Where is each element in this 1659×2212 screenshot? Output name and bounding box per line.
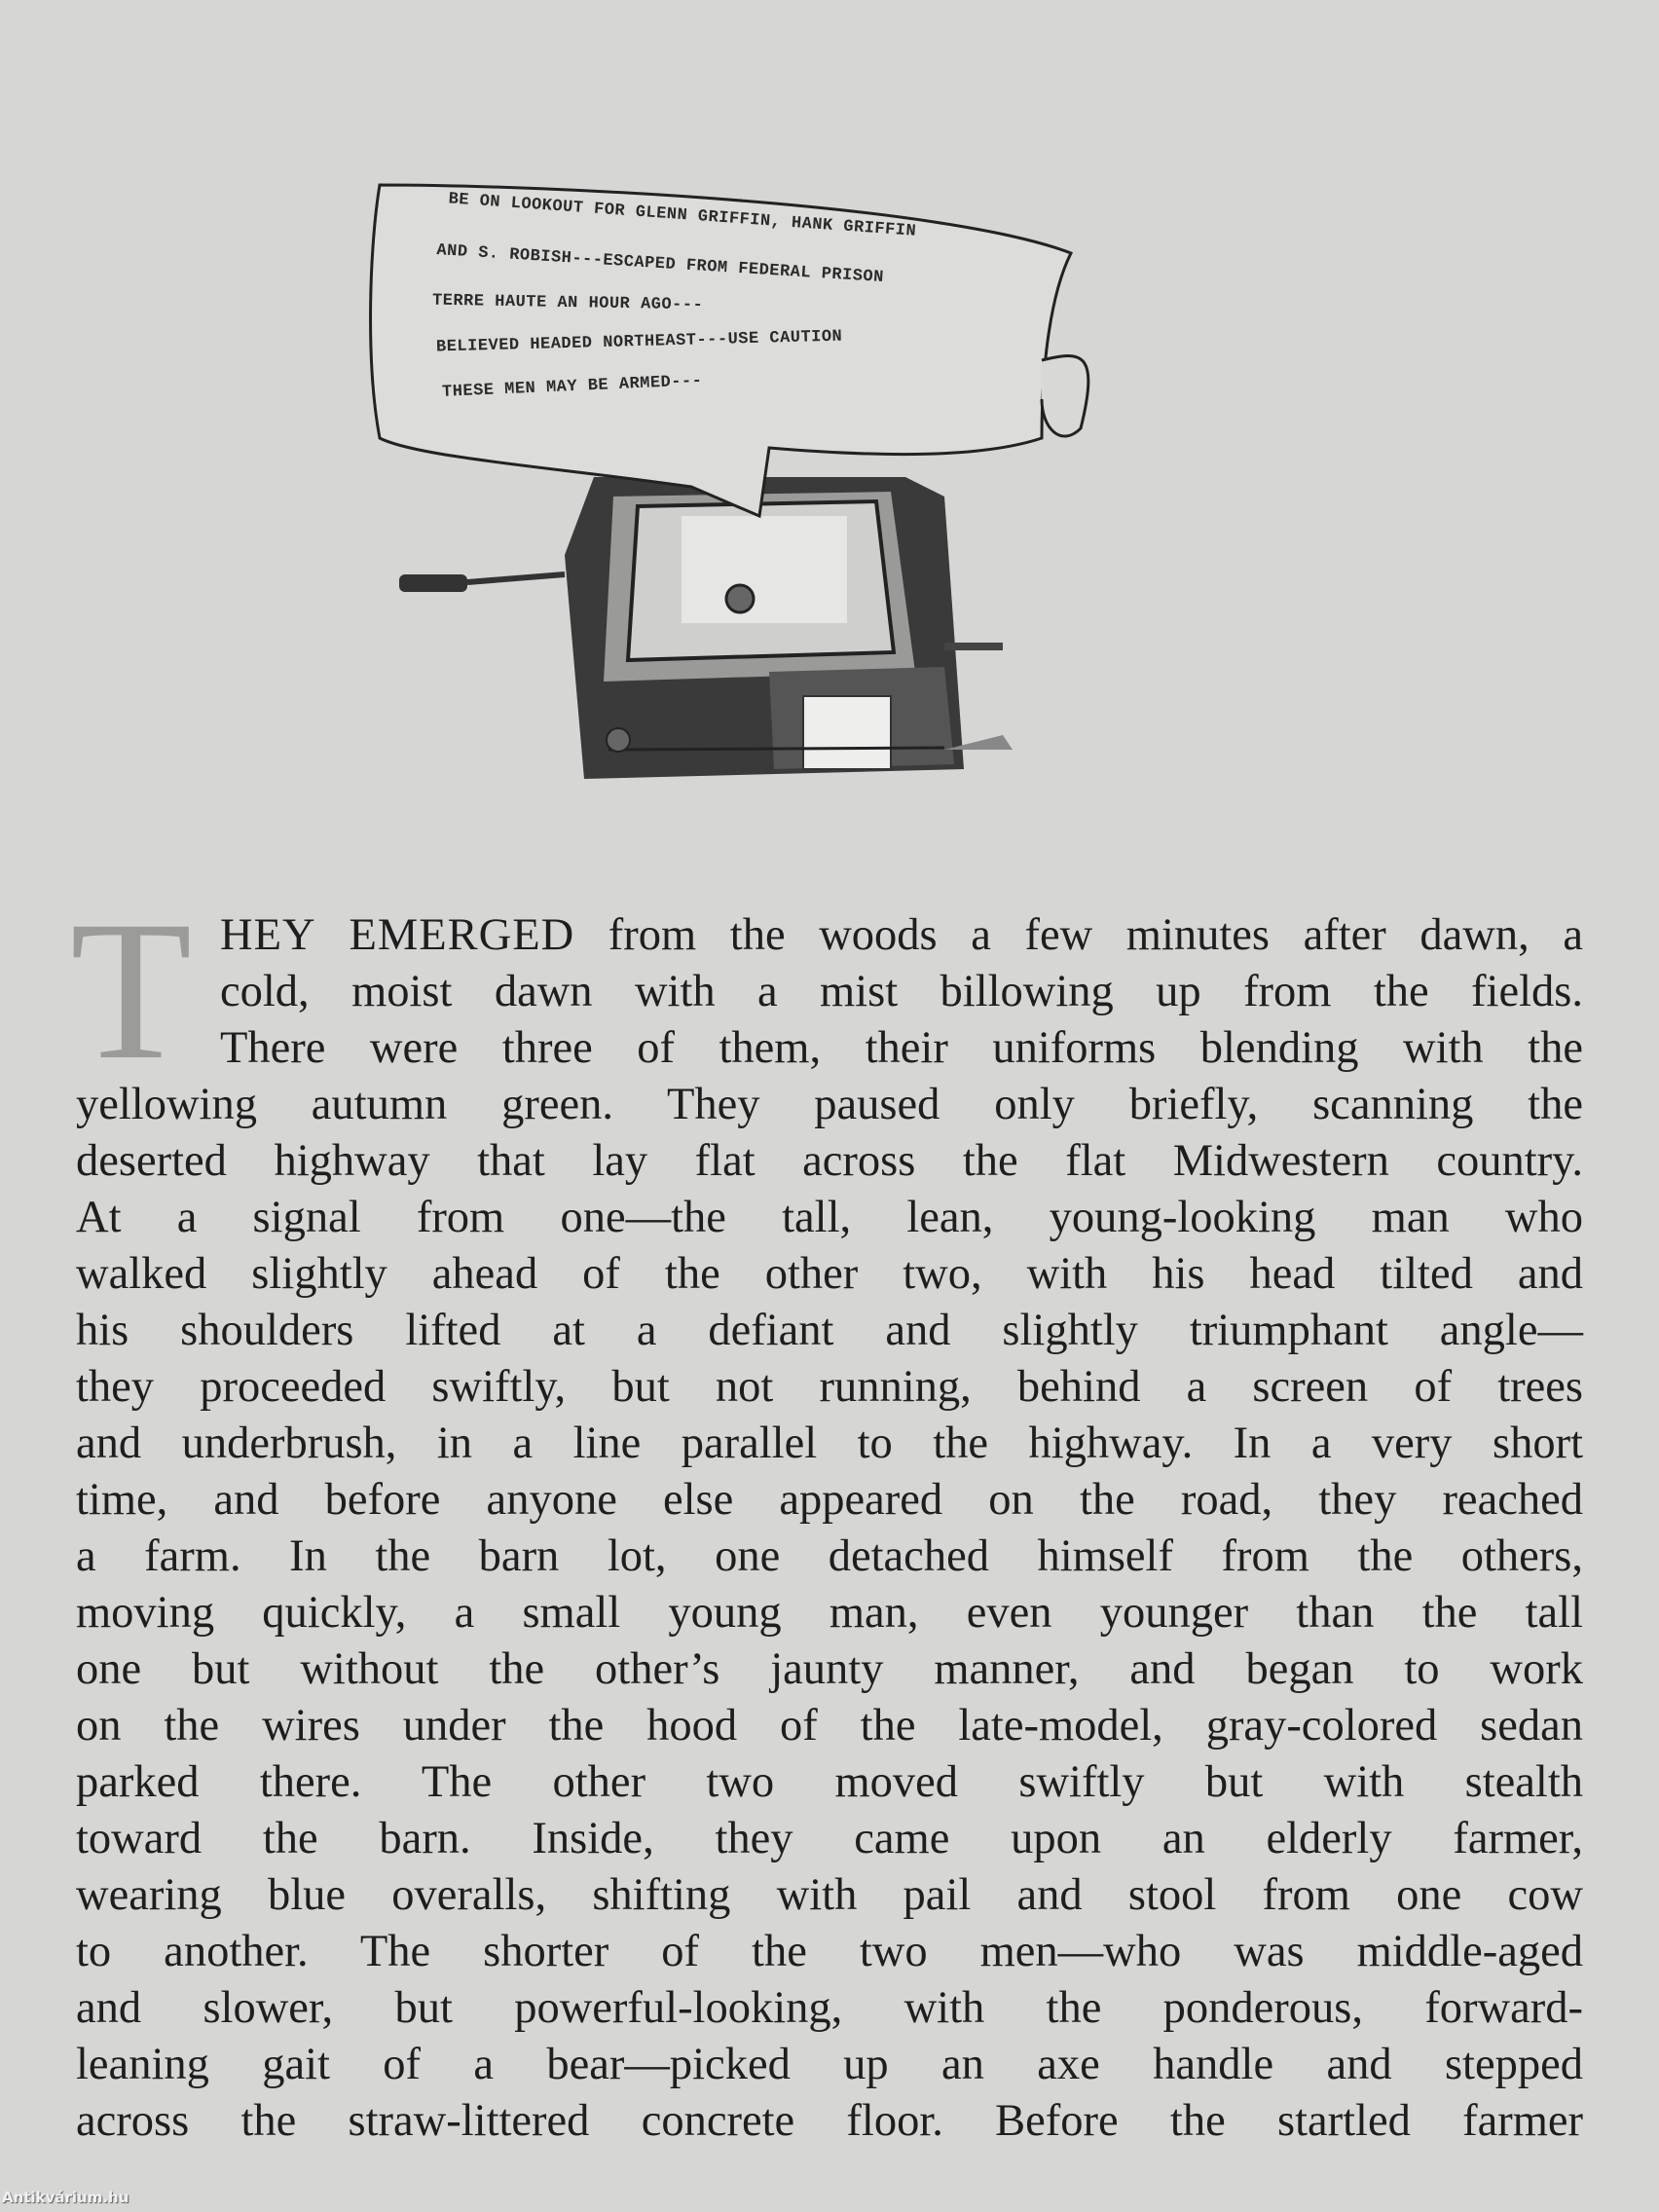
text-line: across the straw-littered concrete floor. Before the startled farmer	[76, 2096, 1583, 2146]
text-line: At a signal from one—the tall, lean, young-looking man who	[76, 1193, 1583, 1242]
drop-cap: T	[70, 880, 193, 1101]
text-line: yellowing autumn green. They paused only briefly, scanning the	[76, 1080, 1583, 1129]
text-line: one but without the other’s jaunty manner, and began to work	[76, 1644, 1583, 1694]
text-line: deserted highway that lay flat across the flat Midwestern country.	[76, 1136, 1583, 1186]
teletype-line: AND S. ROBISH---ESCAPED FROM FEDERAL PRISON	[435, 240, 885, 288]
text-line: and underbrush, in a line parallel to the highway. In a very short	[76, 1419, 1583, 1468]
text-line: his shoulders lifted at a defiant and slightly triumphant angle—	[76, 1306, 1583, 1355]
lead-small-caps: HEY EMERGED	[220, 910, 575, 960]
text-line: toward the barn. Inside, they came upon an elderly farmer,	[76, 1814, 1583, 1863]
text-line: wearing blue overalls, shifting with pail and stool from one cow	[76, 1870, 1583, 1920]
teletype-line: THESE MEN MAY BE ARMED---	[441, 372, 703, 402]
text-line: leaning gait of a bear—picked up an axe handle and stepped	[76, 2040, 1583, 2089]
text-line: parked there. The other two moved swiftly but with stealth	[76, 1757, 1583, 1807]
teletype-line: BE ON LOOKOUT FOR GLENN GRIFFIN, HANK GRIFFIN	[447, 190, 917, 241]
teletype-line: BELIEVED HEADED NORTHEAST---USE CAUTION	[435, 327, 843, 357]
text-line: walked slightly ahead of the other two, with his head tilted and	[76, 1249, 1583, 1299]
text-line: and slower, but powerful-looking, with the ponderous, forward-	[76, 1983, 1583, 2033]
teletype-line: TERRE HAUTE AN HOUR AGO---	[431, 291, 704, 315]
text-line: they proceeded swiftly, but not running, behind a screen of trees	[76, 1362, 1583, 1412]
text-line	[220, 907, 1583, 964]
text-line: on the wires under the hood of the late-model, gray-colored sedan	[76, 1701, 1583, 1751]
text-line: cold, moist dawn with a mist billowing up from the fields.	[220, 967, 1583, 1016]
first-line-rest: from the woods a few minutes after dawn, a	[574, 910, 1583, 960]
teletype-illustration	[360, 166, 1217, 798]
chapter-body-text	[76, 907, 1583, 2150]
text-line: a farm. In the barn lot, one detached himself from the others,	[76, 1531, 1583, 1581]
text-line: moving quickly, a small young man, even younger than the tall	[76, 1588, 1583, 1638]
text-line: There were three of them, their uniforms blending with the	[220, 1023, 1583, 1073]
watermark: Antikvárium.hu	[2, 2189, 129, 2206]
text-line: to another. The shorter of the two men—who was middle-aged	[76, 1927, 1583, 1976]
text-line: time, and before anyone else appeared on the road, they reached	[76, 1475, 1583, 1525]
